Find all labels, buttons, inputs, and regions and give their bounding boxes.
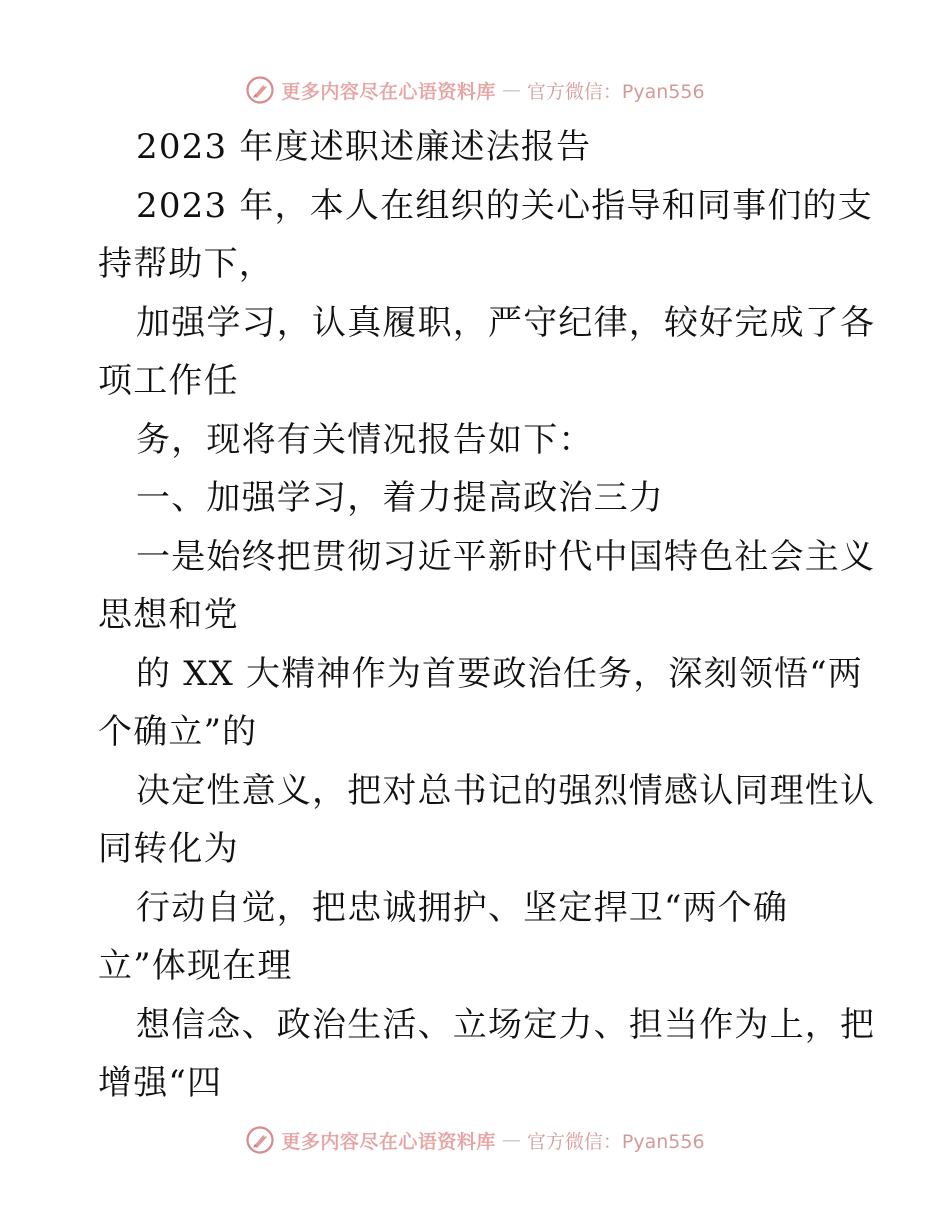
document-line: 增强“四	[98, 1063, 223, 1103]
watermark-separator: —	[501, 1129, 521, 1151]
fountain-pen-seal-icon	[245, 1125, 275, 1155]
watermark-wechat: 官方微信：Pyan556	[526, 80, 705, 103]
watermark-brand: 更多内容尽在心语资料库	[281, 80, 496, 103]
document-line: 2023 年，本人在组织的关心指导和同事们的支	[136, 185, 873, 226]
fountain-pen-seal-icon	[245, 75, 275, 105]
document-line: 持帮助下，	[98, 244, 274, 284]
document-line: 同转化为	[98, 829, 239, 869]
document-line: 的 XX 大精神作为首要政治任务，深刻领悟“两	[136, 653, 864, 694]
document-line: 决定性意义，把对总书记的强烈情感认同理性认	[136, 770, 876, 811]
document-line: 行动自觉，把忠诚拥护、坚定捍卫“两个确	[136, 887, 789, 928]
watermark-wechat: 官方微信：Pyan556	[526, 1130, 705, 1153]
document-line: 立”体现在理	[98, 946, 293, 986]
document-body	[98, 118, 876, 1113]
document-line: 务，现将有关情况报告如下：	[136, 419, 594, 460]
document-line: 个确立”的	[98, 712, 258, 752]
watermark-separator: —	[501, 79, 521, 101]
header-watermark	[0, 70, 950, 110]
document-line: 一、加强学习，着力提高政治三力	[136, 478, 664, 518]
document-line: 一是始终把贯彻习近平新时代中国特色社会主义	[136, 536, 876, 577]
document-line: 想信念、政治生活、立场定力、担当作为上，把	[136, 1004, 876, 1045]
watermark-brand: 更多内容尽在心语资料库	[281, 1130, 496, 1153]
footer-watermark	[0, 1120, 950, 1160]
document-line: 思想和党	[98, 595, 239, 635]
document-line: 加强学习，认真履职，严守纪律，较好完成了各	[136, 302, 876, 343]
document-line: 2023 年度述职述廉述法报告	[136, 127, 592, 167]
document-line: 项工作任	[98, 361, 239, 401]
